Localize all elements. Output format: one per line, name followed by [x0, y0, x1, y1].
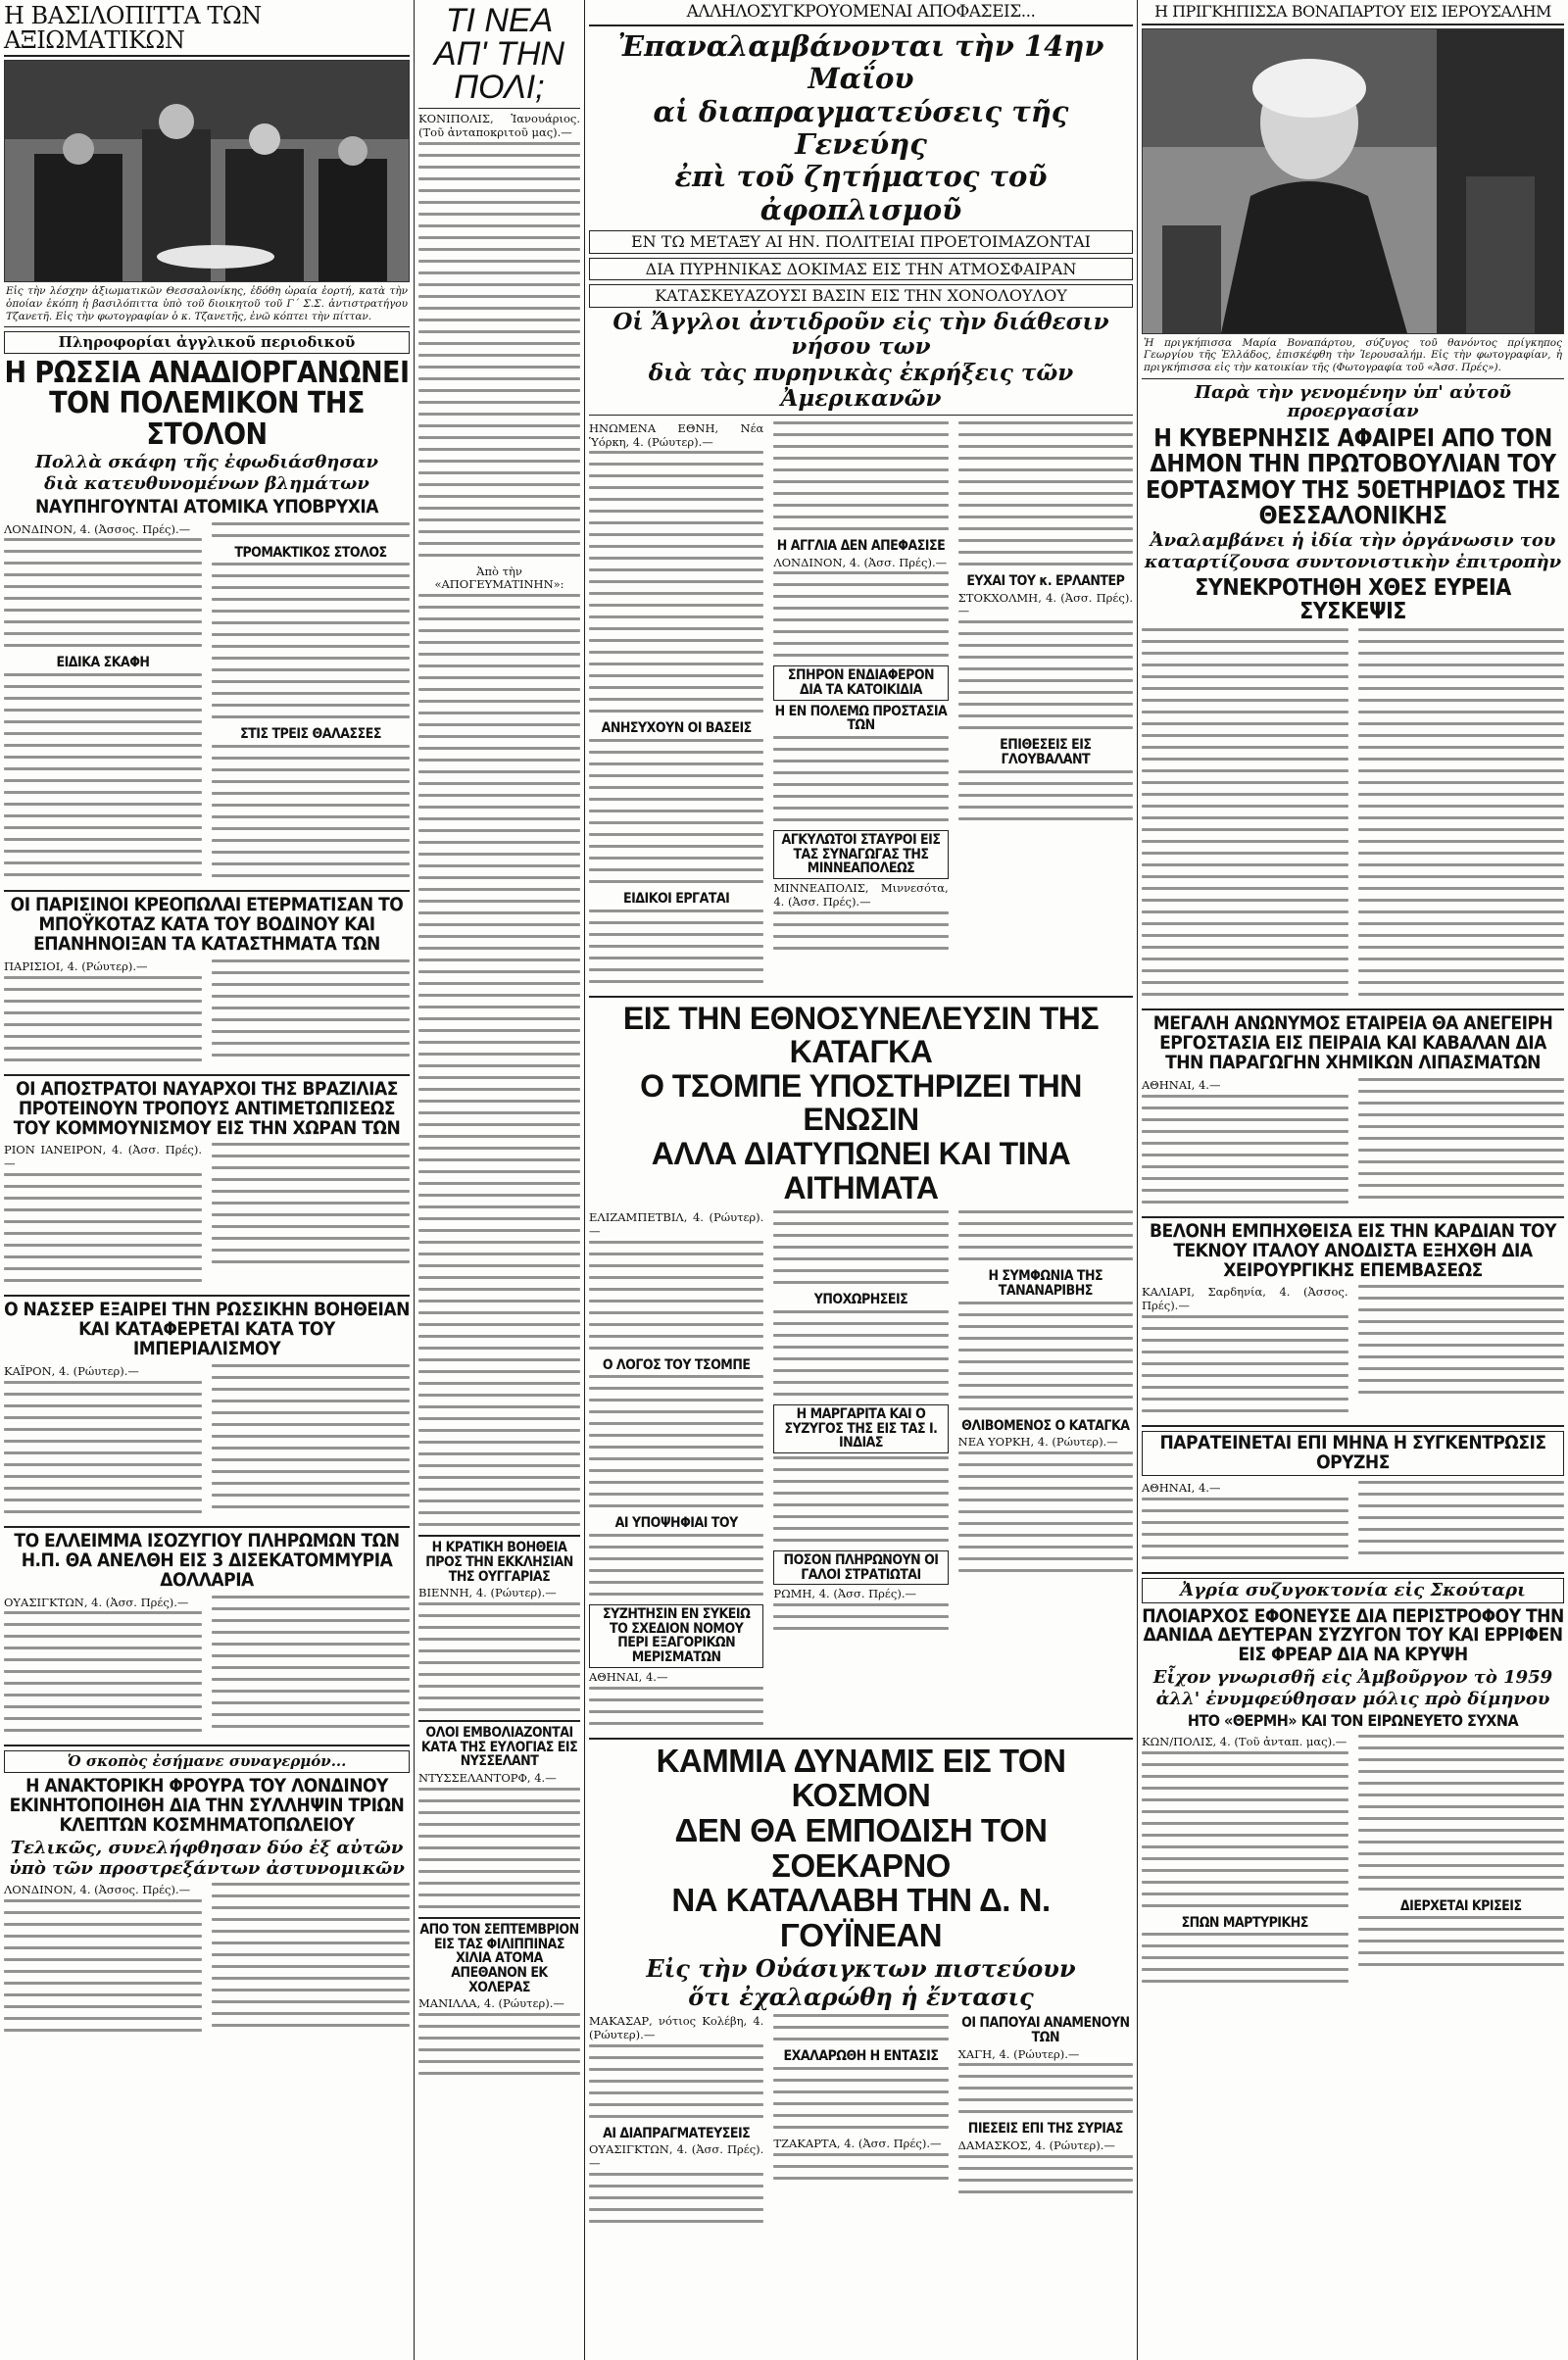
small-heading: Ἀπὸ τὴν «ΑΠΟΓΕΥΜΑΤΙΝΗΝ»: [434, 564, 564, 592]
dateline: ΛΟΝΔΙΝΟΝ, 4. (Ἀσσος. Πρές).— [4, 521, 191, 536]
subheadline: Πολλὰ σκάφη τῆς ἐφωδιάσθησαν [35, 452, 378, 473]
article-text [958, 1302, 1133, 1410]
small-heading: ΕΙΔΙΚΟΙ ΕΡΓΑΤΑΙ [622, 891, 730, 908]
article-text [773, 1456, 948, 1542]
dateline: ΑΘΗΝΑΙ, 4.— [589, 1669, 668, 1684]
banner-katanga: Ο ΤΣΟΜΠΕ ΥΠΟΣΤΗΡΙΖΕΙ ΤΗΝ ΕΝΩΣΙΝ [640, 1067, 1082, 1138]
dateline: ΝΤΥΣΣΕΛΑΝΤΟΡΦ, 4.— [418, 1771, 557, 1786]
article-text [589, 1534, 763, 1596]
subheadline: διὰ τὰς πυρηνικὰς ἐκρήξεις τῶν Ἀμερικανῶν [648, 360, 1074, 412]
dateline: ΛΟΝΔΙΝΟΝ, 4. (Ἀσσ. Πρές).— [773, 555, 948, 569]
article-text [773, 571, 948, 657]
deck: ΚΑΤΑΣΚΕΥΑΖΟΥΣΙ ΒΑΣΙΝ ΕΙΣ ΤΗΝ ΧΟΝΟΛΟΥΛΟΥ [589, 284, 1133, 308]
article-text [589, 2173, 763, 2223]
article-text [1358, 628, 1565, 996]
subheadline: ὑπὸ τῶν προστρεξάντων ἀστυνομικῶν [9, 1858, 405, 1880]
article-text [589, 451, 763, 713]
article-text [589, 1375, 763, 1507]
kicker: Παρὰ τὴν γενομένην ὑπ' αὐτοῦ προεργασίαν [1194, 381, 1512, 422]
small-heading: Ο ΛΟΓΟΣ ΤΟΥ ΤΣΟΜΠΕ [602, 1356, 751, 1373]
subheadline: Εἶχον γνωρισθῆ εἰς Ἀμβοῦργον τὸ 1959 [1152, 1667, 1553, 1689]
article-text [418, 142, 580, 557]
article-text [418, 2013, 580, 2075]
banner-sukarno: ΝΑ ΚΑΤΑΛΑΒΗ ΤΗΝ Δ. Ν. ΓΟΥΪΝΕΑΝ [671, 1882, 1051, 1953]
article-text [212, 1596, 410, 1728]
headline-london-guard: Η ΑΝΑΚΤΟΡΙΚΗ ΦΡΟΥΡΑ ΤΟΥ ΛΟΝΔΙΝΟΥ ΕΚΙΝΗΤΟΠΟΙΗΘΗ ΔΙΑ ΤΗΝ ΣΥΛΛΗΨΙΝ ΤΡΙΩΝ ΚΛΕΠΤΩΝ ΚΟΣΜΗΜΑΤΟΠΩΛΕΙΟΥ [9, 1774, 405, 1836]
headline-warm: ΗΤΟ «ΘΕΡΜΗ» ΚΑΙ ΤΟΝ ΕΙΡΩΝΕΥΕΤΟ ΣΥΧΝΑ [1187, 1710, 1519, 1730]
dateline: ΔΑΜΑΣΚΟΣ, 4. (Ρώυτερ).— [957, 2139, 1115, 2153]
kicker: Ἀγρία συζυγοκτονία εἰς Σκούταρι [1142, 1578, 1564, 1603]
dateline: ΜΑΚΑΣΑΡ, νότιος Κολέβη, 4. (Ρώυτερ).— [589, 2014, 764, 2041]
headline-captain-murder: ΠΛΟΙΑΡΧΟΣ ΕΦΟΝΕΥΣΕ ΔΙΑ ΠΕΡΙΣΤΡΟΦΟΥ ΤΗΝ ΔΑΝΙΔΑ ΔΕΥΤΕΡΑΝ ΣΥΖΥΓΟΝ ΤΟΥ ΚΑΙ ΕΡΡΙΦΕΝ ΕΙΣ ΦΡΕΑΡ ΔΙΑ ΝΑ ΚΡΥΨΗ [1142, 1604, 1564, 1666]
deck: ΔΙΑ ΠΥΡΗΝΙΚΑΣ ΔΟΚΙΜΑΣ ΕΙΣ ΤΗΝ ΑΤΜΟΣΦΑΙΡΑΝ [589, 258, 1133, 281]
kicker: ΑΛΛΗΛΟΣΥΓΚΡΟΥΟΜΕΝΑΙ ΑΠΟΦΑΣΕΙΣ... [589, 4, 1133, 26]
small-heading: Η ΣΥΜΦΩΝΙΑ ΤΗΣ ΤΑΝΑΝΑΡΙΒΗΣ [988, 1268, 1103, 1299]
article-text [1142, 1933, 1348, 1983]
article-text [589, 1241, 763, 1350]
article-text [4, 976, 202, 1061]
dateline: ΟΥΑΣΙΓΚΤΩΝ, 4. (Ἀσσ. Πρές).— [4, 1595, 189, 1609]
boxed-headline: Η ΜΑΡΓΑΡΙΤΑ ΚΑΙ Ο ΣΥΖΥΓΟΣ ΤΗΣ ΕΙΣ ΤΑΣ Ι. ΙΝΔΙΑΣ [773, 1404, 948, 1453]
headline-russia-fleet: Η ΡΩΣΣΙΑ ΑΝΑΔΙΟΡΓΑΝΩΝΕΙ ΤΟΝ ΠΟΛΕΜΙΚΟΝ ΤΗΣ ΣΤΟΛΟΝ [4, 355, 410, 452]
article-text [418, 1602, 580, 1711]
article-text [773, 2153, 948, 2180]
small-heading: ΤΡΟΜΑΚΤΙΚΟΣ ΣΤΟΛΟΣ [234, 544, 387, 561]
dateline: ΝΕΑ ΥΟΡΚΗ, 4. (Ρώυτερ).— [957, 1435, 1118, 1450]
column-city-news [415, 0, 584, 2360]
dateline: ΡΩΜΗ, 4. (Ἀσσ. Πρές).— [773, 1587, 916, 1601]
dateline: ΡΙΟΝ ΙΑΝΕΙΡΟΝ, 4. (Ἀσσ. Πρές).— [4, 1143, 202, 1171]
dateline: ΑΘΗΝΑΙ, 4.— [1142, 1480, 1221, 1495]
dateline: ΣΤΟΚΧΟΛΜΗ, 4. (Ἀσσ. Πρές).— [957, 590, 1133, 618]
small-heading: ΘΛΙΒΟΜΕΝΟΣ Ο ΚΑΤΑΓΚΑ [961, 1417, 1130, 1434]
subheadline: καταρτίζουσα συντονιστικὴν ἐπιτροπὴν [1144, 551, 1562, 572]
headline-smallpox-vaccine: ΟΛΟΙ ΕΜΒΟΛΙΑΖΟΝΤΑΙ ΚΑΤΑ ΤΗΣ ΕΥΛΟΓΙΑΣ ΕΙΣ ΝΥΣΣΕΛΑΝΤ [420, 1725, 578, 1770]
main-headline: αἱ διαπραγματεύσεις τῆς Γενεύης [653, 94, 1069, 161]
small-heading: Η ΕΝ ΠΟΛΕΜΩ ΠΡΟΣΤΑΣΙΑ ΤΩΝ [774, 703, 948, 734]
article-text [418, 594, 580, 1526]
column-left [0, 0, 414, 2360]
headline-nasser: Ο ΝΑΣΣΕΡ ΕΞΑΙΡΕΙ ΤΗΝ ΡΩΣΣΙΚΗΝ ΒΟΗΘΕΙΑΝ ΚΑΙ ΚΑΤΑΦΕΡΕΤΑΙ ΚΑΤΑ ΤΟΥ ΙΜΠΕΡΙΑΛΙΣΜΟΥ [4, 1299, 410, 1359]
headline-hungary-church: Η ΚΡΑΤΙΚΗ ΒΟΗΘΕΙΑ ΠΡΟΣ ΤΗΝ ΕΚΚΛΗΣΙΑΝ ΤΗΣ ΟΥΓΓΑΡΙΑΣ [425, 1540, 573, 1585]
headline-bonaparte: Η ΠΡΙΓΚΗΠΙΣΣΑ ΒΟΝΑΠΑΡΤΟΥ ΕΙΣ ΙΕΡΟΥΣΑΛΗΜ [1142, 4, 1564, 25]
dateline: ΜΑΝΙΛΛΑ, 4. (Ρώυτερ).— [418, 1996, 564, 2011]
headline-thessaloniki-jubilee: Η ΚΥΒΕΡΝΗΣΙΣ ΑΦΑΙΡΕΙ ΑΠΟ ΤΟΝ ΔΗΜΟΝ ΤΗΝ ΠΡΩΤΟΒΟΥΛΙΑΝ ΤΟΥ ΕΟΡΤΑΣΜΟΥ ΤΗΣ 50ΕΤΗΡΙΔΟΣ ΤΗΣ ΘΕΣΣΑΛΟΝΙΚΗΣ [1146, 423, 1560, 529]
headline-atomic-subs: ΝΑΥΠΗΓΟΥΝΤΑΙ ΑΤΟΜΙΚΑ ΥΠΟΒΡΥΧΙΑ [35, 495, 378, 517]
article-text [1142, 1315, 1348, 1412]
photo-officers-cake [4, 60, 410, 282]
dateline: ΜΙΝΝΕΑΠΟΛΙΣ, Μιννεσότα, 4. (Ἀσσ. Πρές).— [773, 881, 949, 909]
article-text [589, 910, 763, 983]
dateline: ΚΑΛΙΑΡΙ, Σαρδηνία, 4. (Ἀσσος. Πρές).— [1142, 1285, 1348, 1313]
headline-meeting: ΣΥΝΕΚΡΟΤΗΘΗ ΧΘΕΣ ΕΥΡΕΙΑ ΣΥΣΚΕΨΙΣ [1195, 574, 1511, 624]
banner-sukarno: ΚΑΜΜΙΑ ΔΥΝΑΜΙΣ ΕΙΣ ΤΟΝ ΚΟΣΜΟΝ [656, 1742, 1066, 1814]
small-heading: Η ΑΓΓΛΙΑ ΔΕΝ ΑΠΕΦΑΣΙΣΕ [776, 537, 946, 554]
small-heading: ΕΧΑΛΑΡΩΘΗ Η ΕΝΤΑΣΙΣ [783, 2048, 939, 2065]
boxed-headline: ΠΟΣΟΝ ΠΛΗΡΩΝΟΥΝ ΟΙ ΓΑΛΟΙ ΣΤΡΑΤΙΩΤΑΙ [773, 1550, 948, 1585]
dateline: ΧΑΓΗ, 4. (Ρώυτερ).— [957, 2046, 1080, 2061]
article-text [1142, 1751, 1348, 1907]
article-text [589, 2044, 763, 2118]
small-heading: ΟΙ ΠΑΠΟΥΑΙ ΑΝΑΜΕΝΟΥΝ ΤΩΝ [961, 2015, 1130, 2045]
headline-rice: ΠΑΡΑΤΕΙΝΕΤΑΙ ΕΠΙ ΜΗΝΑ Η ΣΥΓΚΕΝΤΡΩΣΙΣ ΟΡΥΖΗΣ [1142, 1431, 1564, 1476]
city-news-title: ΤΙ ΝΕΑ [445, 2, 554, 39]
dateline: ΕΛΙΖΑΜΠΕΤΒΙΛ, 4. (Ρώυτερ).— [589, 1210, 764, 1238]
city-news-title: ΠΟΛΙ; [454, 69, 545, 106]
headline-brazil-admirals: ΟΙ ΑΠΟΣΤΡΑΤΟΙ ΝΑΥΑΡΧΟΙ ΤΗΣ ΒΡΑΖΙΛΙΑΣ ΠΡΟΤΕΙΝΟΥΝ ΤΡΟΠΟΥΣ ΑΝΤΙΜΕΤΩΠΙΣΕΩΣ ΤΟΥ ΚΟΜΜΟΥΝΙΣΜΟΥ ΕΙΣ ΤΗΝ ΧΩΡΑΝ ΤΩΝ [13, 1077, 401, 1139]
banner-sukarno: ΔΕΝ ΘΑ ΕΜΠΟΔΙΣΗ ΤΟΝ ΣΟΕΚΑΡΝΟ [674, 1811, 1048, 1884]
article-text [773, 1603, 948, 1630]
article-text [212, 1143, 410, 1263]
small-heading: ΕΙΔΙΚΑ ΣΚΑΦΗ [56, 655, 150, 671]
small-heading: ΑΙ ΥΠΟΨΗΦΙΑΙ ΤΟΥ [614, 1515, 738, 1532]
subheadline: ὅτι ἐχαλαρώθη ἡ ἔντασις [688, 1982, 1034, 2011]
article-text [958, 2063, 1133, 2113]
boxed-headline: ΑΓΚΥΛΩΤΟΙ ΣΤΑΥΡΟΙ ΕΙΣ ΤΑΣ ΣΥΝΑΓΩΓΑΣ ΤΗΣ ΜΙΝΝΕΑΠΟΛΕΩΣ [773, 830, 948, 879]
article-text [418, 1788, 580, 1908]
banner-katanga: ΑΛΛΑ ΔΙΑΤΥΠΩΝΕΙ ΚΑΙ ΤΙΝΑ ΑΙΤΗΜΑΤΑ [651, 1136, 1071, 1205]
photo-caption: Ἡ πριγκήπισσα Μαρία Βοναπάρτου, σύζυγος τοῦ θανόντος πρίγκηπος Γεωργίου τῆς Ἑλλάδος, ἐπισκέφθη τὴν Ἰερουσαλήμ. Εἰς τὴν φωτογραφίαν, ἡ πριγκήπισσα εἰς τὴν κατοικίαν τῆς (Φωτογραφία τοῦ «Ἀσσ. Πρές»). [1144, 336, 1562, 373]
subheadline: Ἀναλαμβάνει ἡ ἰδία τὴν ὀργάνωσιν του [1150, 530, 1556, 552]
small-heading: ΕΠΙΘΕΣΕΙΣ ΕΙΣ ΓΛΟΥΒΑΛΑΝΤ [1000, 737, 1092, 767]
article-text [212, 959, 410, 1057]
article-text [958, 770, 1133, 820]
dateline: ΚΑΪΡΟΝ, 4. (Ρώυτερ).— [4, 1363, 139, 1378]
article-text [1142, 628, 1348, 996]
headline-fertilizer-factories: ΜΕΓΑΛΗ ΑΝΩΝΥΜΟΣ ΕΤΑΙΡΕΙΑ ΘΑ ΑΝΕΓΕΙΡΗ ΕΡΓΟΣΤΑΣΙΑ ΕΙΣ ΠΕΙΡΑΙΑ ΚΑΙ ΚΑΒΑΛΑΝ ΔΙΑ ΤΗΝ ΠΑΡΑΓΩΓΗΝ ΧΗΜΙΚΩΝ ΛΙΠΑΣΜΑΤΩΝ [1152, 1012, 1553, 1073]
article-text [773, 1310, 948, 1396]
article-text [589, 739, 763, 883]
dateline: ΒΙΕΝΝΗ, 4. (Ρώυτερ).— [418, 1586, 557, 1600]
article-text [4, 1611, 202, 1732]
article-text [4, 1899, 202, 2032]
article-text [212, 1883, 410, 2027]
small-heading: ΣΠΩΝ ΜΑΡΤΥΡΙΚΗΣ [1181, 1914, 1308, 1931]
small-heading: ΥΠΟΧΩΡΗΣΕΙΣ [813, 1292, 908, 1308]
article-text [1142, 1498, 1348, 1559]
article-text [958, 2155, 1133, 2193]
boxed-headline: ΣΥΖΗΤΗΣΙΝ ΕΝ ΣΥΚΕΙΩ ΤΟ ΣΧΕΔΙΟΝ ΝΟΜΟΥ ΠΕΡΙ ΕΞΑΓΟΡΙΚΩΝ ΜΕΡΙΣΜΑΤΩΝ [589, 1604, 763, 1668]
article-text [958, 421, 1133, 565]
headline-cholera: ΑΠΟ ΤΟΝ ΣΕΠΤΕΜΒΡΙΟΝ ΕΙΣ ΤΑΣ ΦΙΛΙΠΠΙΝΑΣ ΧΙΛΙΑ ΑΤΟΜΑ ΑΠΕΘΑΝΟΝ ΕΚ ΧΟΛΕΡΑΣ [419, 1921, 579, 1995]
city-news-title: ΑΠ' ΤΗΝ [433, 35, 565, 73]
headline-paris-butchers: ΟΙ ΠΑΡΙΣΙΝΟΙ ΚΡΕΟΠΩΛΑΙ ΕΤΕΡΜΑΤΙΣΑΝ ΤΟ ΜΠΟΫΚΟΤΑΖ ΚΑΤΑ ΤΟΥ ΒΟΔΙΝΟΥ ΚΑΙ ΕΠΑΝΗΝΟΙΞΑΝ ΤΑ ΚΑΤΑΣΤΗΜΑΤΑ ΤΩΝ [10, 894, 404, 955]
article-text [958, 1210, 1133, 1260]
dateline: ΤΖΑΚΑΡΤΑ, 4. (Ἀσσ. Πρές).— [773, 2136, 942, 2150]
article-text [1358, 1916, 1565, 1966]
article-text [4, 1173, 202, 1282]
headline-us-deficit: ΤΟ ΕΛΛΕΙΜΜΑ ΙΣΟΖΥΓΙΟΥ ΠΛΗΡΩΜΩΝ ΤΩΝ Η.Π. ΘΑ ΑΝΕΛΘΗ ΕΙΣ 3 ΔΙΣΕΚΑΤΟΜΜΥΡΙΑ ΔΟΛΛΑΡΙΑ [14, 1529, 400, 1591]
article-text [1358, 1735, 1565, 1891]
dateline: ΟΥΑΣΙΓΚΤΩΝ, 4. (Ἀσσ. Πρές).— [589, 2142, 764, 2171]
article-text [212, 522, 410, 537]
small-heading: ΔΙΕΡΧΕΤΑΙ ΚΡΙΣΕΙΣ [1399, 1897, 1522, 1914]
article-text [212, 745, 410, 877]
article-text [4, 538, 202, 647]
article-text [773, 1210, 948, 1284]
photo-princess-bonaparte [1142, 28, 1564, 334]
dateline: ΚΟΝΙΠΟΛΙΣ, Ἰανουάριος. (Τοῦ ἀνταποκριτοῦ μας).— [418, 112, 580, 139]
small-heading: ΠΙΕΣΕΙΣ ΕΠΙ ΤΗΣ ΣΥΡΙΑΣ [967, 2121, 1123, 2138]
dateline: ΑΘΗΝΑΙ, 4.— [1142, 1077, 1221, 1092]
boxed-headline: ΣΠΗΡΟΝ ΕΝΔΙΑΦΕΡΟΝ ΔΙΑ ΤΑ ΚΑΤΟΙΚΙΔΙΑ [773, 665, 948, 700]
small-heading: ΑΙ ΔΙΑΠΡΑΓΜΑΤΕΥΣΕΙΣ [603, 2125, 751, 2141]
article-text [589, 1687, 763, 1725]
article-text [773, 911, 948, 950]
article-text [1358, 1481, 1565, 1554]
dateline: ΠΑΡΙΣΙΟΙ, 4. (Ρώυτερ).— [4, 959, 148, 973]
dateline: ΛΟΝΔΙΝΟΝ, 4. (Ἀσσος. Πρές).— [4, 1883, 191, 1897]
subheadline: ἀλλ' ἐνυμφεύθησαν μόλις πρὸ δίμηνου [1155, 1689, 1550, 1710]
article-text [1358, 1285, 1565, 1394]
subheadline: Εἰς τὴν Οὐάσιγκτων πιστεύουν [646, 1954, 1076, 1984]
article-text [1358, 1078, 1565, 1199]
small-heading: ΑΝΗΣΥΧΟΥΝ ΟΙ ΒΑΣΕΙΣ [601, 720, 752, 737]
kicker: Πληροφορίαι ἀγγλικοῦ περιοδικοῦ [4, 331, 410, 354]
dateline: ΚΩΝ/ΠΟΛΙΣ, 4. (Τοῦ ἀνταπ. μας).— [1142, 1734, 1348, 1748]
small-heading: ΣΤΙΣ ΤΡΕΙΣ ΘΑΛΑΣΣΕΣ [240, 726, 381, 743]
article-text [212, 1364, 410, 1508]
article-text [773, 736, 948, 821]
article-text [773, 2014, 948, 2040]
article-text [4, 1381, 202, 1513]
column-right [1138, 0, 1568, 2360]
subheadline: Οἱ Ἄγγλοι ἀντιδροῦν εἰς τὴν διάθεσιν νήσου των [612, 308, 1109, 360]
banner-katanga: ΕΙΣ ΤΗΝ ΕΘΝΟΣΥΝΕΛΕΥΣΙΝ ΤΗΣ ΚΑΤΑΓΚΑ [622, 1000, 1100, 1070]
article-text [4, 673, 202, 876]
small-heading: ΕΥΧΑΙ ΤΟΥ κ. ΕΡΛΑΝΤΕΡ [966, 572, 1125, 589]
column-center [585, 0, 1137, 2360]
subheadline: Τελικῶς, συνελήφθησαν δύο ἐξ αὐτῶν [10, 1837, 404, 1858]
deck: ΕΝ ΤΩ ΜΕΤΑΞΥ ΑΙ ΗΝ. ΠΟΛΙΤΕΙΑΙ ΠΡΟΕΤΟΙΜΑΖΟΝΤΑΙ [589, 230, 1133, 254]
article-text [773, 2067, 948, 2129]
article-text [1142, 1095, 1348, 1204]
headline-needle-heart: ΒΕΛΟΝΗ ΕΜΠΗΧΘΕΙΣΑ ΕΙΣ ΤΗΝ ΚΑΡΔΙΑΝ ΤΟΥ ΤΕΚΝΟΥ ΙΤΑΛΟΥ ΑΝΟΔΙΣΤΑ ΕΞΗΧΘΗ ΔΙΑ ΧΕΙΡΟΥΡΓΙΚΗΣ ΕΠΕΜΒΑΣΕΩΣ [1150, 1219, 1556, 1281]
headline-officers-cake: Η ΒΑΣΙΛΟΠΙΤΤΑ ΤΩΝ ΑΞΙΩΜΑΤΙΚΩΝ [4, 4, 410, 57]
article-text [958, 1451, 1133, 1572]
main-headline: Ἐπαναλαμβάνονται τὴν 14ην Μαΐου [617, 28, 1104, 96]
article-text [212, 563, 410, 718]
main-headline: ἐπὶ τοῦ ζητήματος τοῦ ἀφοπλισμοῦ [674, 160, 1048, 226]
article-text [958, 620, 1133, 729]
kicker: Ὁ σκοπὸς ἐσήμανε συναγερμόν... [4, 1750, 410, 1773]
photo-caption: Εἰς τὴν λέσχην ἀξιωματικῶν Θεσσαλονίκης, ἐδόθη ὡραία ἑορτή, κατὰ τὴν ὁποίαν ἐκόπη ἡ βασιλόπιττα ὑπὸ τοῦ διοικητοῦ τοῦ Γ΄ Σ.Σ. ἀντιστρατήγου Τζανετῆ. Εἰς τὴν φωτογραφίαν ὁ κ. Τζανετῆς, ἐνῶ κόπτει τὴν πίτταν. [6, 285, 408, 322]
dateline: ΗΝΩΜΕΝΑ ΕΘΝΗ, Νέα Ὑόρκη, 4. (Ρώυτερ).— [589, 420, 764, 449]
subheadline: διὰ κατευθυνομένων βλημάτων [44, 472, 369, 494]
article-text [773, 421, 948, 530]
